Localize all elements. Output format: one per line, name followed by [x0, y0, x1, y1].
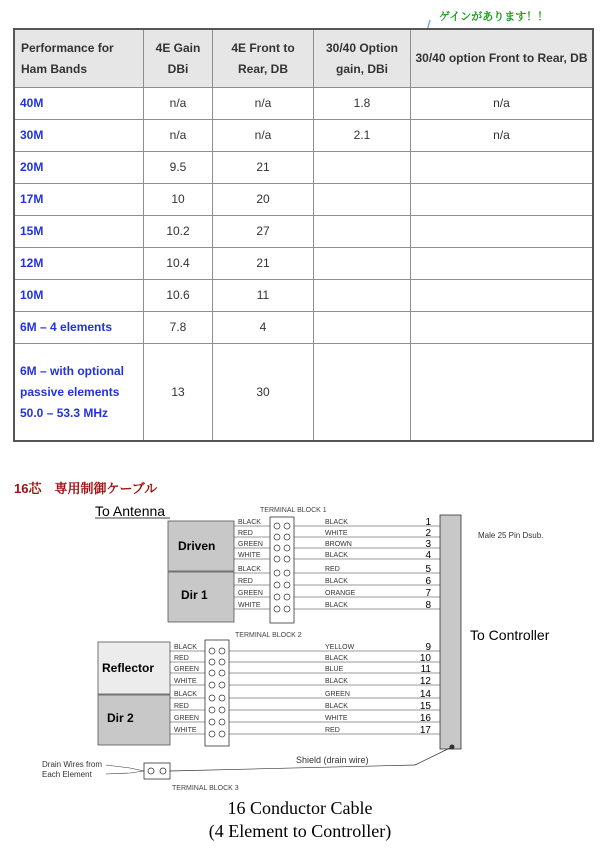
drain-wires — [42, 745, 455, 780]
header-option-front-to-rear: 30/40 option Front to Rear, DB — [411, 29, 594, 88]
option-ftr-cell — [411, 216, 594, 248]
gain-cell: 9.5 — [144, 152, 213, 184]
shield-label: Shield (drain wire) — [296, 755, 369, 765]
table-row — [14, 344, 593, 442]
driven-label: Driven — [178, 539, 216, 553]
ftr-cell: n/a — [213, 120, 314, 152]
wire-label: YELLOW — [325, 644, 355, 651]
option-ftr-cell — [411, 344, 594, 442]
wire-label: GREEN — [238, 541, 263, 548]
option-gain-cell: 1.8 — [314, 88, 411, 120]
wire-label: BLACK — [325, 519, 348, 526]
ftr-cell: 11 — [213, 280, 314, 312]
drain-label: Each Element — [42, 770, 92, 779]
pin-number: 14 — [419, 689, 431, 700]
to-controller-label: To Controller — [470, 627, 550, 643]
option-gain-cell — [314, 312, 411, 344]
terminal-block-1 — [270, 517, 294, 623]
option-gain-cell — [314, 280, 411, 312]
option-ftr-cell: n/a — [411, 88, 594, 120]
gain-cell: 13 — [144, 344, 213, 442]
pin-number: 4 — [425, 550, 431, 561]
gain-cell: 10.2 — [144, 216, 213, 248]
wire-label: GREEN — [174, 666, 199, 673]
ftr-cell: 20 — [213, 184, 314, 216]
band-cell: 12M — [14, 248, 144, 280]
wire-label: BLACK — [325, 602, 348, 609]
wire-label: BLUE — [325, 666, 344, 673]
wire-label: RED — [238, 578, 253, 585]
reflector-label: Reflector — [102, 661, 155, 675]
wire-label: BLACK — [238, 566, 261, 573]
ftr-cell: n/a — [213, 88, 314, 120]
table-header-row — [14, 29, 593, 88]
connector-label: Male 25 Pin Dsub. — [478, 531, 544, 540]
pin-number: 17 — [419, 725, 431, 736]
option-ftr-cell — [411, 248, 594, 280]
option-gain-cell — [314, 184, 411, 216]
wire-label: RED — [174, 703, 189, 710]
wiring-diagram — [0, 495, 600, 800]
terminal-block-3-label: TERMINAL BLOCK 3 — [172, 785, 239, 792]
pin-number: 8 — [425, 600, 431, 611]
wire-label: WHITE — [325, 715, 348, 722]
ftr-cell: 30 — [213, 344, 314, 442]
gain-cell: 7.8 — [144, 312, 213, 344]
wire-label: RED — [325, 727, 340, 734]
pin-number: 15 — [419, 701, 431, 712]
wire-label: BLACK — [325, 703, 348, 710]
ftr-cell: 4 — [213, 312, 314, 344]
to-antenna-label: To Antenna — [95, 503, 166, 519]
wire-label: GREEN — [325, 691, 350, 698]
dsub-connector — [440, 515, 461, 749]
pin-number: 11 — [420, 664, 431, 675]
wire-label: WHITE — [238, 602, 261, 609]
wire-label: WHITE — [174, 727, 197, 734]
option-ftr-cell: n/a — [411, 120, 594, 152]
wire-label: RED — [174, 655, 189, 662]
terminal-block-1-label: TERMINAL BLOCK 1 — [260, 507, 327, 514]
wire-label: BLACK — [238, 519, 261, 526]
band-cell: 40M — [14, 88, 144, 120]
ftr-cell: 21 — [213, 248, 314, 280]
band-cell: 10M — [14, 280, 144, 312]
wire-label: ORANGE — [325, 590, 356, 597]
pin-number: 7 — [425, 588, 431, 599]
option-gain-cell: 2.1 — [314, 120, 411, 152]
gain-cell: n/a — [144, 120, 213, 152]
band-cell: 30M — [14, 120, 144, 152]
table-row — [14, 216, 593, 248]
wire-label: BLACK — [325, 552, 348, 559]
terminal-block-2-label: TERMINAL BLOCK 2 — [235, 632, 302, 639]
wire-label: BLACK — [325, 578, 348, 585]
pin-number: 9 — [425, 642, 431, 653]
header-gain: 4E Gain DBi — [144, 29, 213, 88]
header-front-to-rear: 4E Front to Rear, DB — [213, 29, 314, 88]
gain-cell: 10 — [144, 184, 213, 216]
option-gain-cell — [314, 344, 411, 442]
wire-label: BLACK — [325, 655, 348, 662]
table-row — [14, 120, 593, 152]
pin-number: 5 — [425, 564, 431, 575]
wire-label: BROWN — [325, 541, 352, 548]
pin-number: 1 — [425, 517, 431, 528]
option-gain-cell — [314, 248, 411, 280]
option-ftr-cell — [411, 312, 594, 344]
wire-label: GREEN — [238, 590, 263, 597]
pin-number: 3 — [425, 539, 431, 550]
option-ftr-cell — [411, 152, 594, 184]
pin-number: 2 — [425, 528, 431, 539]
ftr-cell: 27 — [213, 216, 314, 248]
wire-label: RED — [238, 530, 253, 537]
gain-annotation: ゲインがあります！！ — [439, 11, 549, 23]
table-row — [14, 184, 593, 216]
option-gain-cell — [314, 216, 411, 248]
wire-label: BLACK — [174, 644, 197, 651]
dir1-label: Dir 1 — [181, 588, 208, 602]
performance-table — [13, 28, 594, 442]
table-row — [14, 88, 593, 120]
dir2-label: Dir 2 — [107, 711, 134, 725]
wire-label: RED — [325, 566, 340, 573]
band-cell: 20M — [14, 152, 144, 184]
option-ftr-cell — [411, 280, 594, 312]
wire-label: WHITE — [238, 552, 261, 559]
drain-label: Drain Wires from — [42, 760, 103, 769]
band-cell: 6M – 4 elements — [14, 312, 144, 344]
wire-label: BLACK — [325, 678, 348, 685]
diagram-caption-line1: 16 Conductor Cable — [227, 798, 373, 818]
header-band: Performance for Ham Bands — [14, 29, 144, 88]
option-ftr-cell — [411, 184, 594, 216]
gain-cell: 10.4 — [144, 248, 213, 280]
wire-label: BLACK — [174, 691, 197, 698]
band-cell: 17M — [14, 184, 144, 216]
pin-number: 16 — [419, 713, 431, 724]
pin-number: 10 — [419, 653, 431, 664]
section-title: 16芯 専用制御ケーブル — [14, 481, 158, 496]
table-row — [14, 312, 593, 344]
option-gain-cell — [314, 152, 411, 184]
gain-cell: 10.6 — [144, 280, 213, 312]
block1-wires — [234, 517, 440, 612]
wire-label: WHITE — [325, 530, 348, 537]
band-cell: 15M — [14, 216, 144, 248]
header-option-gain: 30/40 Option gain, DBi — [314, 29, 411, 88]
terminal-block-2 — [205, 640, 229, 746]
pin-number: 12 — [419, 676, 431, 687]
gain-cell: n/a — [144, 88, 213, 120]
table-row — [14, 248, 593, 280]
table-row — [14, 152, 593, 184]
diagram-caption-line2: (4 Element to Controller) — [208, 821, 392, 841]
table-row — [14, 280, 593, 312]
ftr-cell: 21 — [213, 152, 314, 184]
wire-label: GREEN — [174, 715, 199, 722]
wire-label: WHITE — [174, 678, 197, 685]
band-cell: 6M – with optional passive elements 50.0 – 53.3 MHz — [14, 344, 144, 442]
pin-number: 6 — [425, 576, 431, 587]
